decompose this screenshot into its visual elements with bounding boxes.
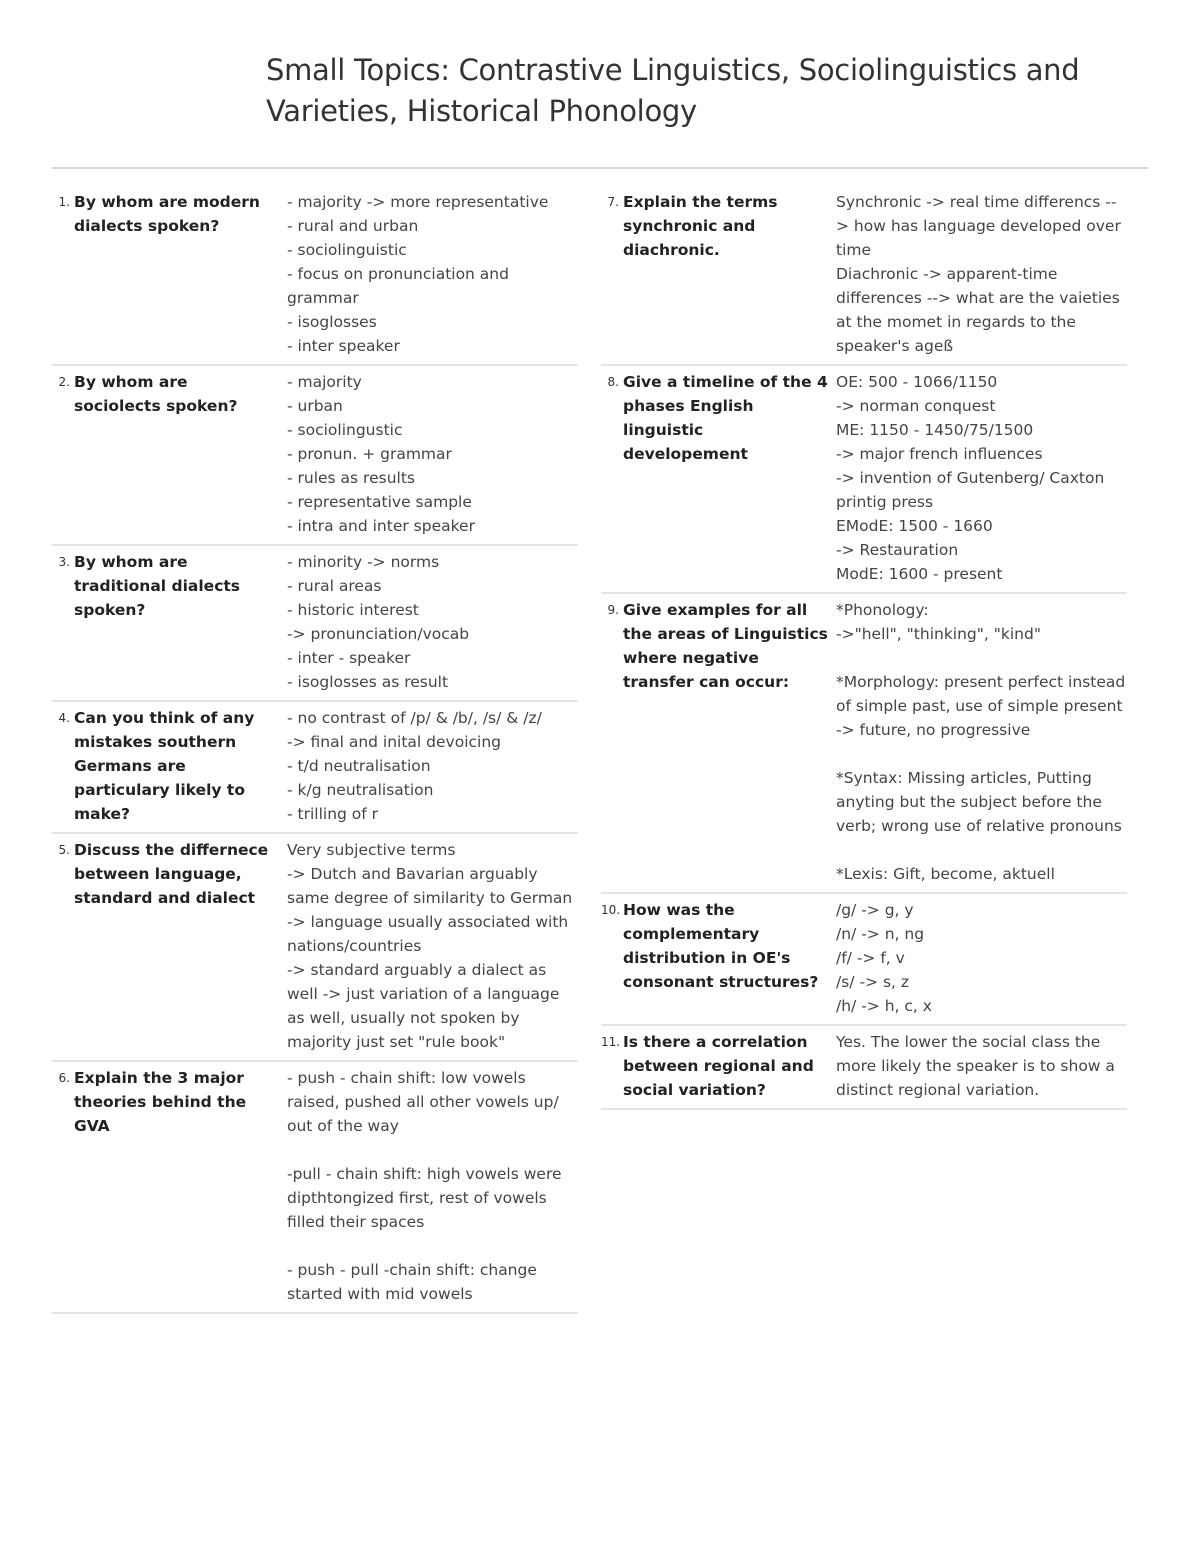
card-number: 9. — [607, 603, 619, 617]
flashcard-9 — [601, 594, 1127, 894]
flashcard-1 — [52, 186, 578, 366]
card-question: Give a timeline of the 4 phases English linguistic developement — [623, 373, 834, 463]
card-question: Is there a correlation between regional and social variation? — [623, 1033, 820, 1099]
flashcard-7 — [601, 186, 1127, 366]
card-number: 3. — [58, 555, 70, 569]
card-question: By whom are modern dialects spoken? — [74, 193, 266, 235]
flashcard-10 — [601, 894, 1127, 1026]
card-answer: Yes. The lower the social class the more likely the speaker is to show a distinct regional variation. — [836, 1033, 1120, 1099]
flashcard-6 — [52, 1062, 578, 1314]
flashcard-4 — [52, 702, 578, 834]
card-answer: Very subjective terms -> Dutch and Bavarian arguably same degree of similarity to German -> language usually associated with nations/countries -> standard arguably a dialect as well -> just variation of a language as well, usually not spoken by majority just set "rule book" — [287, 841, 573, 1051]
title-divider — [52, 167, 1148, 169]
card-question: By whom are sociolects spoken? — [74, 373, 238, 415]
card-answer: - push - chain shift: low vowels raised, pushed all other vowels up/ out of the way -pull - chain shift: high vowels were dipthtongized first, rest of vowels filled their spaces - push - pull -chain shift: change started with mid vowels — [287, 1069, 562, 1303]
card-answer: *Phonology: ->"hell", "thinking", "kind" *Morphology: present perfect instead of simple past, use of simple present -> future, no progressive *Syntax: Missing articles, Putting anyting but the subject before the verb; wrong use of relative pronouns *Lexis: Gift, become, aktuell — [836, 601, 1126, 883]
card-number: 10. — [601, 903, 621, 917]
left-column — [52, 186, 578, 1314]
card-answer: /g/ -> g, y /n/ -> n, ng /f/ -> f, v /s/ -> s, z /h/ -> h, c, x — [836, 901, 932, 1015]
card-question: Explain the terms synchronic and diachronic. — [623, 193, 783, 259]
card-answer: - no contrast of /p/ & /b/, /s/ & /z/ -> final and inital devoicing - t/d neutralisation - k/g neutralisation - trilling of r — [287, 709, 542, 823]
card-question: By whom are traditional dialects spoken? — [74, 553, 246, 619]
card-answer: Synchronic -> real time differencs --> how has language developed over time Diachronic -> apparent-time differences --> what are the vaieties at the momet in regards to the speaker's ageß — [836, 193, 1121, 355]
flashcard-11 — [601, 1026, 1127, 1110]
flashcard-8 — [601, 366, 1127, 594]
card-question: Can you think of any mistakes southern Germans are particulary likely to make? — [74, 709, 260, 823]
flashcard-5 — [52, 834, 578, 1062]
card-number: 1. — [58, 195, 70, 209]
card-answer: - minority -> norms - rural areas - historic interest -> pronunciation/vocab - inter - speaker - isoglosses as result — [287, 553, 470, 691]
flashcard-3 — [52, 546, 578, 702]
card-answer: - majority - urban - sociolingustic - pronun. + grammar - rules as results - representative sample - intra and inter speaker — [287, 373, 475, 535]
card-question: Give examples for all the areas of Linguistics where negative transfer can occur: — [623, 601, 834, 691]
card-number: 2. — [58, 375, 70, 389]
card-number: 6. — [58, 1071, 70, 1085]
right-column — [601, 186, 1127, 1110]
flashcard-2 — [52, 366, 578, 546]
card-question: Explain the 3 major theories behind the GVA — [74, 1069, 252, 1135]
page-title: Small Topics: Contrastive Linguistics, Sociolinguistics and Varieties, Historical Phonology — [266, 53, 1080, 128]
card-number: 8. — [607, 375, 619, 389]
card-number: 5. — [58, 843, 70, 857]
card-number: 11. — [601, 1035, 621, 1049]
card-question: How was the complementary distribution in OE's consonant structures? — [623, 901, 819, 991]
card-question: Discuss the differnece between language, standard and dialect — [74, 841, 274, 907]
card-number: 7. — [607, 195, 619, 209]
card-number: 4. — [58, 711, 70, 725]
card-answer: - majority -> more representative - rural and urban - sociolinguistic - focus on pronunciation and grammar - isoglosses - inter speaker — [287, 193, 549, 355]
card-answer: OE: 500 - 1066/1150 -> norman conquest ME: 1150 - 1450/75/1500 -> major french influences -> invention of Gutenberg/ Caxton printig press EModE: 1500 - 1660 -> Restauration ModE: 1600 - present — [836, 373, 1105, 583]
